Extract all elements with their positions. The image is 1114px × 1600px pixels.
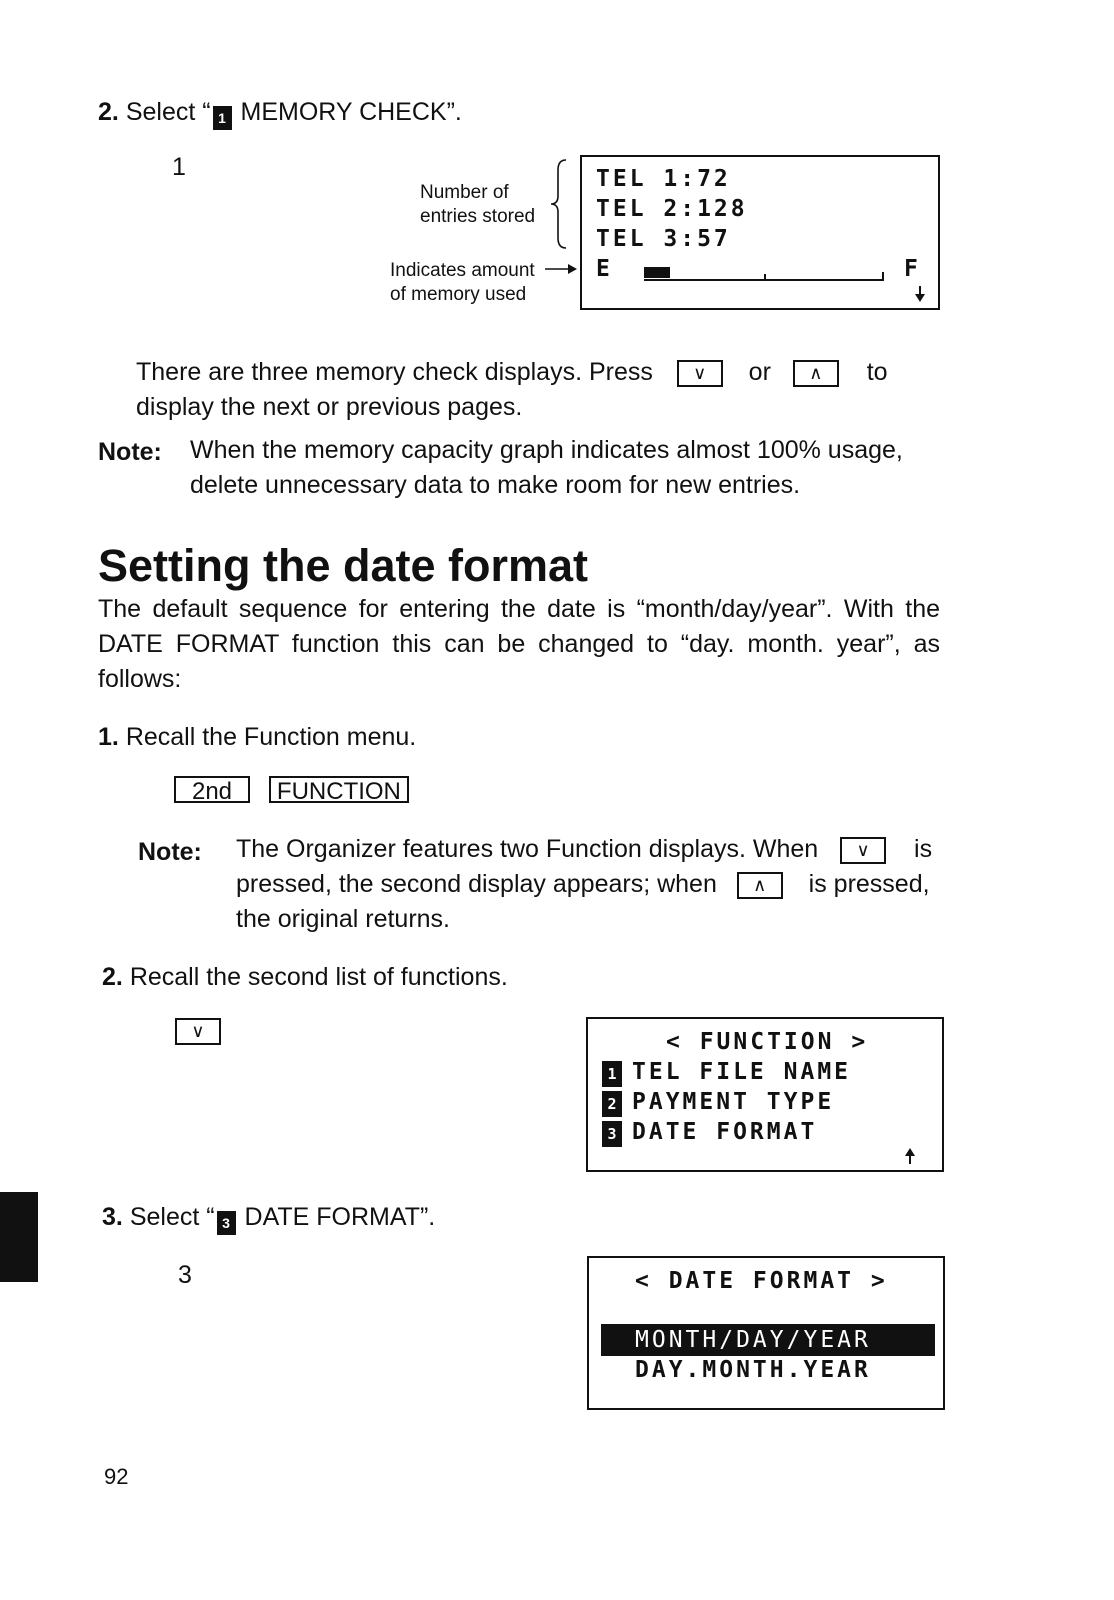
function-key: FUNCTION (269, 776, 409, 803)
note-1-line2: delete unnecessary data to make room for new entries. (190, 471, 801, 499)
intro-line3: follows: (98, 665, 182, 693)
lcd-menu-item-2 (602, 1087, 834, 1117)
paragraph-text: There are three memory check displays. Press (136, 358, 653, 386)
function-menu-lcd (586, 1017, 944, 1172)
entries-label-line1: Number of (420, 182, 509, 203)
lcd-menu-item-1 (602, 1057, 851, 1087)
step-2-keys (175, 1018, 221, 1045)
note-2-text: is (914, 835, 933, 863)
to-word: to (866, 358, 888, 386)
entries-label-line2: entries stored (420, 206, 536, 227)
step-3 (102, 1200, 435, 1235)
step-text-post: MEMORY CHECK”. (233, 98, 462, 126)
note-label: Note: (138, 838, 202, 866)
date-format-option-selected: MONTH/DAY/YEAR (601, 1324, 935, 1356)
step-number: 1. (98, 723, 119, 751)
gauge-end-tick (882, 272, 884, 280)
step-text-pre: Select “ (129, 1203, 215, 1231)
step-text-pre: Select “ (125, 98, 211, 126)
step-2-memory-check (98, 95, 462, 130)
gauge-mid-tick (764, 274, 766, 280)
right-arrow-icon (544, 262, 578, 276)
menu-item-label: DATE FORMAT (632, 1119, 818, 1145)
memory-usage-gauge (644, 265, 884, 281)
up-arrow-icon (904, 1147, 916, 1165)
down-key-icon: ∨ (840, 837, 886, 864)
down-arrow-icon (914, 285, 926, 303)
lcd-tel-3-line: TEL 3:57 (596, 226, 731, 252)
note-2-text: The Organizer features two Function displays. When (236, 835, 819, 863)
menu-number-badge: 1 (602, 1061, 622, 1087)
note-2-text: pressed, the second display appears; when (236, 870, 717, 898)
step-number: 2. (98, 98, 119, 126)
note-2-line2 (236, 867, 942, 902)
menu-item-label: TEL FILE NAME (632, 1059, 852, 1085)
date-format-lcd (587, 1256, 945, 1410)
step-text-post: DATE FORMAT”. (237, 1203, 436, 1231)
intro-line2: DATE FORMAT function this can be changed to “day. month. year”, as (98, 630, 940, 658)
three-displays-paragraph-line1 (136, 355, 942, 390)
step-text: Recall the second list of functions. (129, 963, 508, 991)
note-2-line3: the original returns. (236, 905, 451, 933)
lcd-date-format-title: < DATE FORMAT > (635, 1268, 888, 1294)
memory-check-lcd (580, 155, 940, 310)
note-2-text: is pressed, (808, 870, 930, 898)
section-heading: Setting the date format (98, 540, 589, 591)
date-format-option: DAY.MONTH.YEAR (635, 1357, 871, 1383)
or-word: or (748, 358, 771, 386)
thumb-index-tab (0, 1192, 38, 1282)
step-1-keys (174, 776, 409, 803)
note-1-line1: When the memory capacity graph indicates almost 100% usage, (190, 436, 903, 464)
lcd-menu-item-3 (602, 1117, 817, 1147)
three-displays-paragraph-line2: display the next or previous pages. (136, 393, 523, 421)
note-label: Note: (98, 438, 162, 466)
menu-number-badge: 1 (213, 106, 232, 130)
menu-number-badge: 2 (602, 1091, 622, 1117)
lcd-function-title: < FUNCTION > (666, 1029, 869, 1055)
2nd-key: 2nd (174, 776, 250, 803)
step-number: 3. (102, 1203, 123, 1231)
up-key-icon: ∧ (793, 360, 839, 387)
lcd-empty-label: E (596, 256, 613, 282)
lcd-tel-1-line: TEL 1:72 (596, 166, 731, 192)
step-1 (98, 720, 416, 755)
down-key-icon: ∨ (677, 360, 723, 387)
menu-item-label: PAYMENT TYPE (632, 1089, 835, 1115)
down-key-icon: ∨ (175, 1018, 221, 1045)
up-key-icon: ∧ (737, 872, 783, 899)
step-2-recall (102, 960, 508, 995)
step-text: Recall the Function menu. (125, 723, 417, 751)
step-number: 2. (102, 963, 123, 991)
numeric-key-3: 3 (178, 1261, 192, 1289)
curly-brace-icon (548, 158, 572, 250)
numeric-key-1: 1 (172, 153, 186, 181)
memory-label-line2: of memory used (390, 284, 527, 305)
menu-number-badge: 3 (602, 1121, 622, 1147)
lcd-full-label: F (904, 256, 921, 282)
page-number: 92 (104, 1464, 129, 1489)
memory-label-line1: Indicates amount (390, 260, 535, 281)
note-2-line1 (236, 832, 942, 867)
menu-number-badge: 3 (217, 1211, 236, 1235)
lcd-tel-2-line: TEL 2:128 (596, 196, 748, 222)
memory-usage-fill (644, 267, 670, 278)
intro-line1: The default sequence for entering the date is “month/day/year”. With the (98, 595, 940, 623)
